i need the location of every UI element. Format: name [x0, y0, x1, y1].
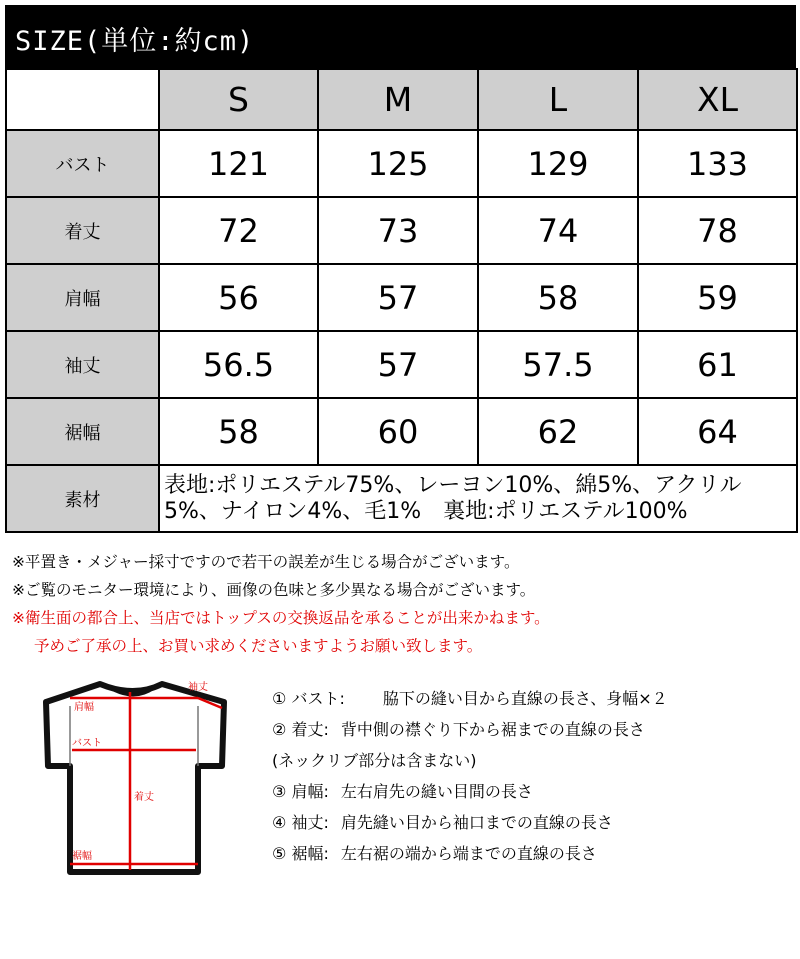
table-cell: 60 — [318, 398, 478, 465]
row-label-length: 着丈 — [6, 197, 159, 264]
table-cell: 57.5 — [478, 331, 638, 398]
table-row-length — [6, 197, 797, 264]
table-row-hem — [6, 398, 797, 465]
table-cell: 121 — [159, 130, 318, 197]
size-col-l: L — [478, 69, 638, 130]
table-corner — [6, 69, 159, 130]
legend-item-bust — [272, 683, 668, 714]
table-cell: 129 — [478, 130, 638, 197]
legend-desc: 左右裾の端から端までの直線の長さ — [340, 844, 597, 863]
table-row-bust — [6, 130, 797, 197]
header-bar — [5, 5, 796, 68]
table-cell: 58 — [159, 398, 318, 465]
row-label-sleeve: 袖丈 — [6, 331, 159, 398]
size-col-m: M — [318, 69, 478, 130]
legend-label: 袖丈: — [291, 813, 329, 832]
note-return-policy: ※衛生面の都合上、当店ではトップスの交換返品を承ることが出来かねます。 — [12, 609, 550, 627]
legend-item-hem — [272, 838, 668, 869]
table-cell: 133 — [638, 130, 797, 197]
legend-desc: 肩先縫い目から袖口までの直線の長さ — [340, 813, 613, 832]
hem-label: 裾幅 — [72, 851, 92, 862]
table-row-shoulder — [6, 264, 797, 331]
row-label-bust: バスト — [6, 130, 159, 197]
legend-item-shoulder — [272, 776, 668, 807]
legend-item-length — [272, 714, 668, 745]
measurement-legend — [272, 683, 668, 869]
legend-desc: 背中側の襟ぐり下から裾までの直線の長さ — [340, 720, 645, 739]
size-col-xl: XL — [638, 69, 797, 130]
table-cell: 64 — [638, 398, 797, 465]
note-acknowledge: 予めご了承の上、お買い求めくださいますようお願い致します。 — [34, 637, 483, 655]
legend-label: バスト: — [291, 689, 345, 708]
notes — [12, 548, 550, 660]
shoulder-label: 肩幅 — [74, 702, 94, 713]
table-cell: 74 — [478, 197, 638, 264]
table-row-sleeve — [6, 331, 797, 398]
sleeve-label: 袖丈 — [188, 682, 208, 693]
note-measurement: ※平置き・メジャー採寸ですので若干の誤差が生じる場合がございます。 — [12, 553, 520, 571]
legend-number: ③ — [272, 782, 287, 801]
size-header-row — [6, 69, 797, 130]
table-cell: 125 — [318, 130, 478, 197]
material-line-1: 表地:ポリエステル75%、レーヨン10%、綿5%、アクリル — [164, 472, 742, 498]
page-title: SIZE(単位:約cm) — [15, 26, 255, 57]
table-cell: 72 — [159, 197, 318, 264]
table-cell: 59 — [638, 264, 797, 331]
note-monitor: ※ご覧のモニター環境により、画像の色味と多少異なる場合がございます。 — [12, 581, 536, 599]
legend-number: ① — [272, 689, 287, 708]
material-line-2: 5%、ナイロン4%、毛1% 裏地:ポリエステル100% — [164, 498, 688, 524]
row-label-material: 素材 — [6, 465, 159, 532]
tshirt-measure-diagram — [18, 676, 258, 876]
size-table — [5, 68, 798, 533]
size-col-s: S — [159, 69, 318, 130]
legend-number: ② — [272, 720, 287, 739]
material-cell — [159, 465, 797, 532]
legend-item-sleeve — [272, 807, 668, 838]
legend-number: ④ — [272, 813, 287, 832]
legend-label: 裾幅: — [291, 844, 329, 863]
table-cell: 56 — [159, 264, 318, 331]
legend-label: 肩幅: — [291, 782, 329, 801]
table-cell: 61 — [638, 331, 797, 398]
length-label: 着丈 — [134, 792, 154, 803]
legend-number: ⑤ — [272, 844, 287, 863]
table-cell: 78 — [638, 197, 797, 264]
row-label-shoulder: 肩幅 — [6, 264, 159, 331]
table-cell: 73 — [318, 197, 478, 264]
table-cell: 56.5 — [159, 331, 318, 398]
table-cell: 57 — [318, 264, 478, 331]
bust-label: バスト — [72, 738, 102, 749]
legend-label: 着丈: — [291, 720, 329, 739]
legend-item-length-note: (ネックリブ部分は含まない) — [272, 751, 477, 770]
row-label-hem: 裾幅 — [6, 398, 159, 465]
table-cell: 58 — [478, 264, 638, 331]
table-cell: 57 — [318, 331, 478, 398]
legend-desc: 左右肩先の縫い目間の長さ — [340, 782, 533, 801]
table-row-material — [6, 465, 797, 532]
table-cell: 62 — [478, 398, 638, 465]
legend-desc: 脇下の縫い目から直線の長さ、身幅×２ — [382, 689, 668, 708]
